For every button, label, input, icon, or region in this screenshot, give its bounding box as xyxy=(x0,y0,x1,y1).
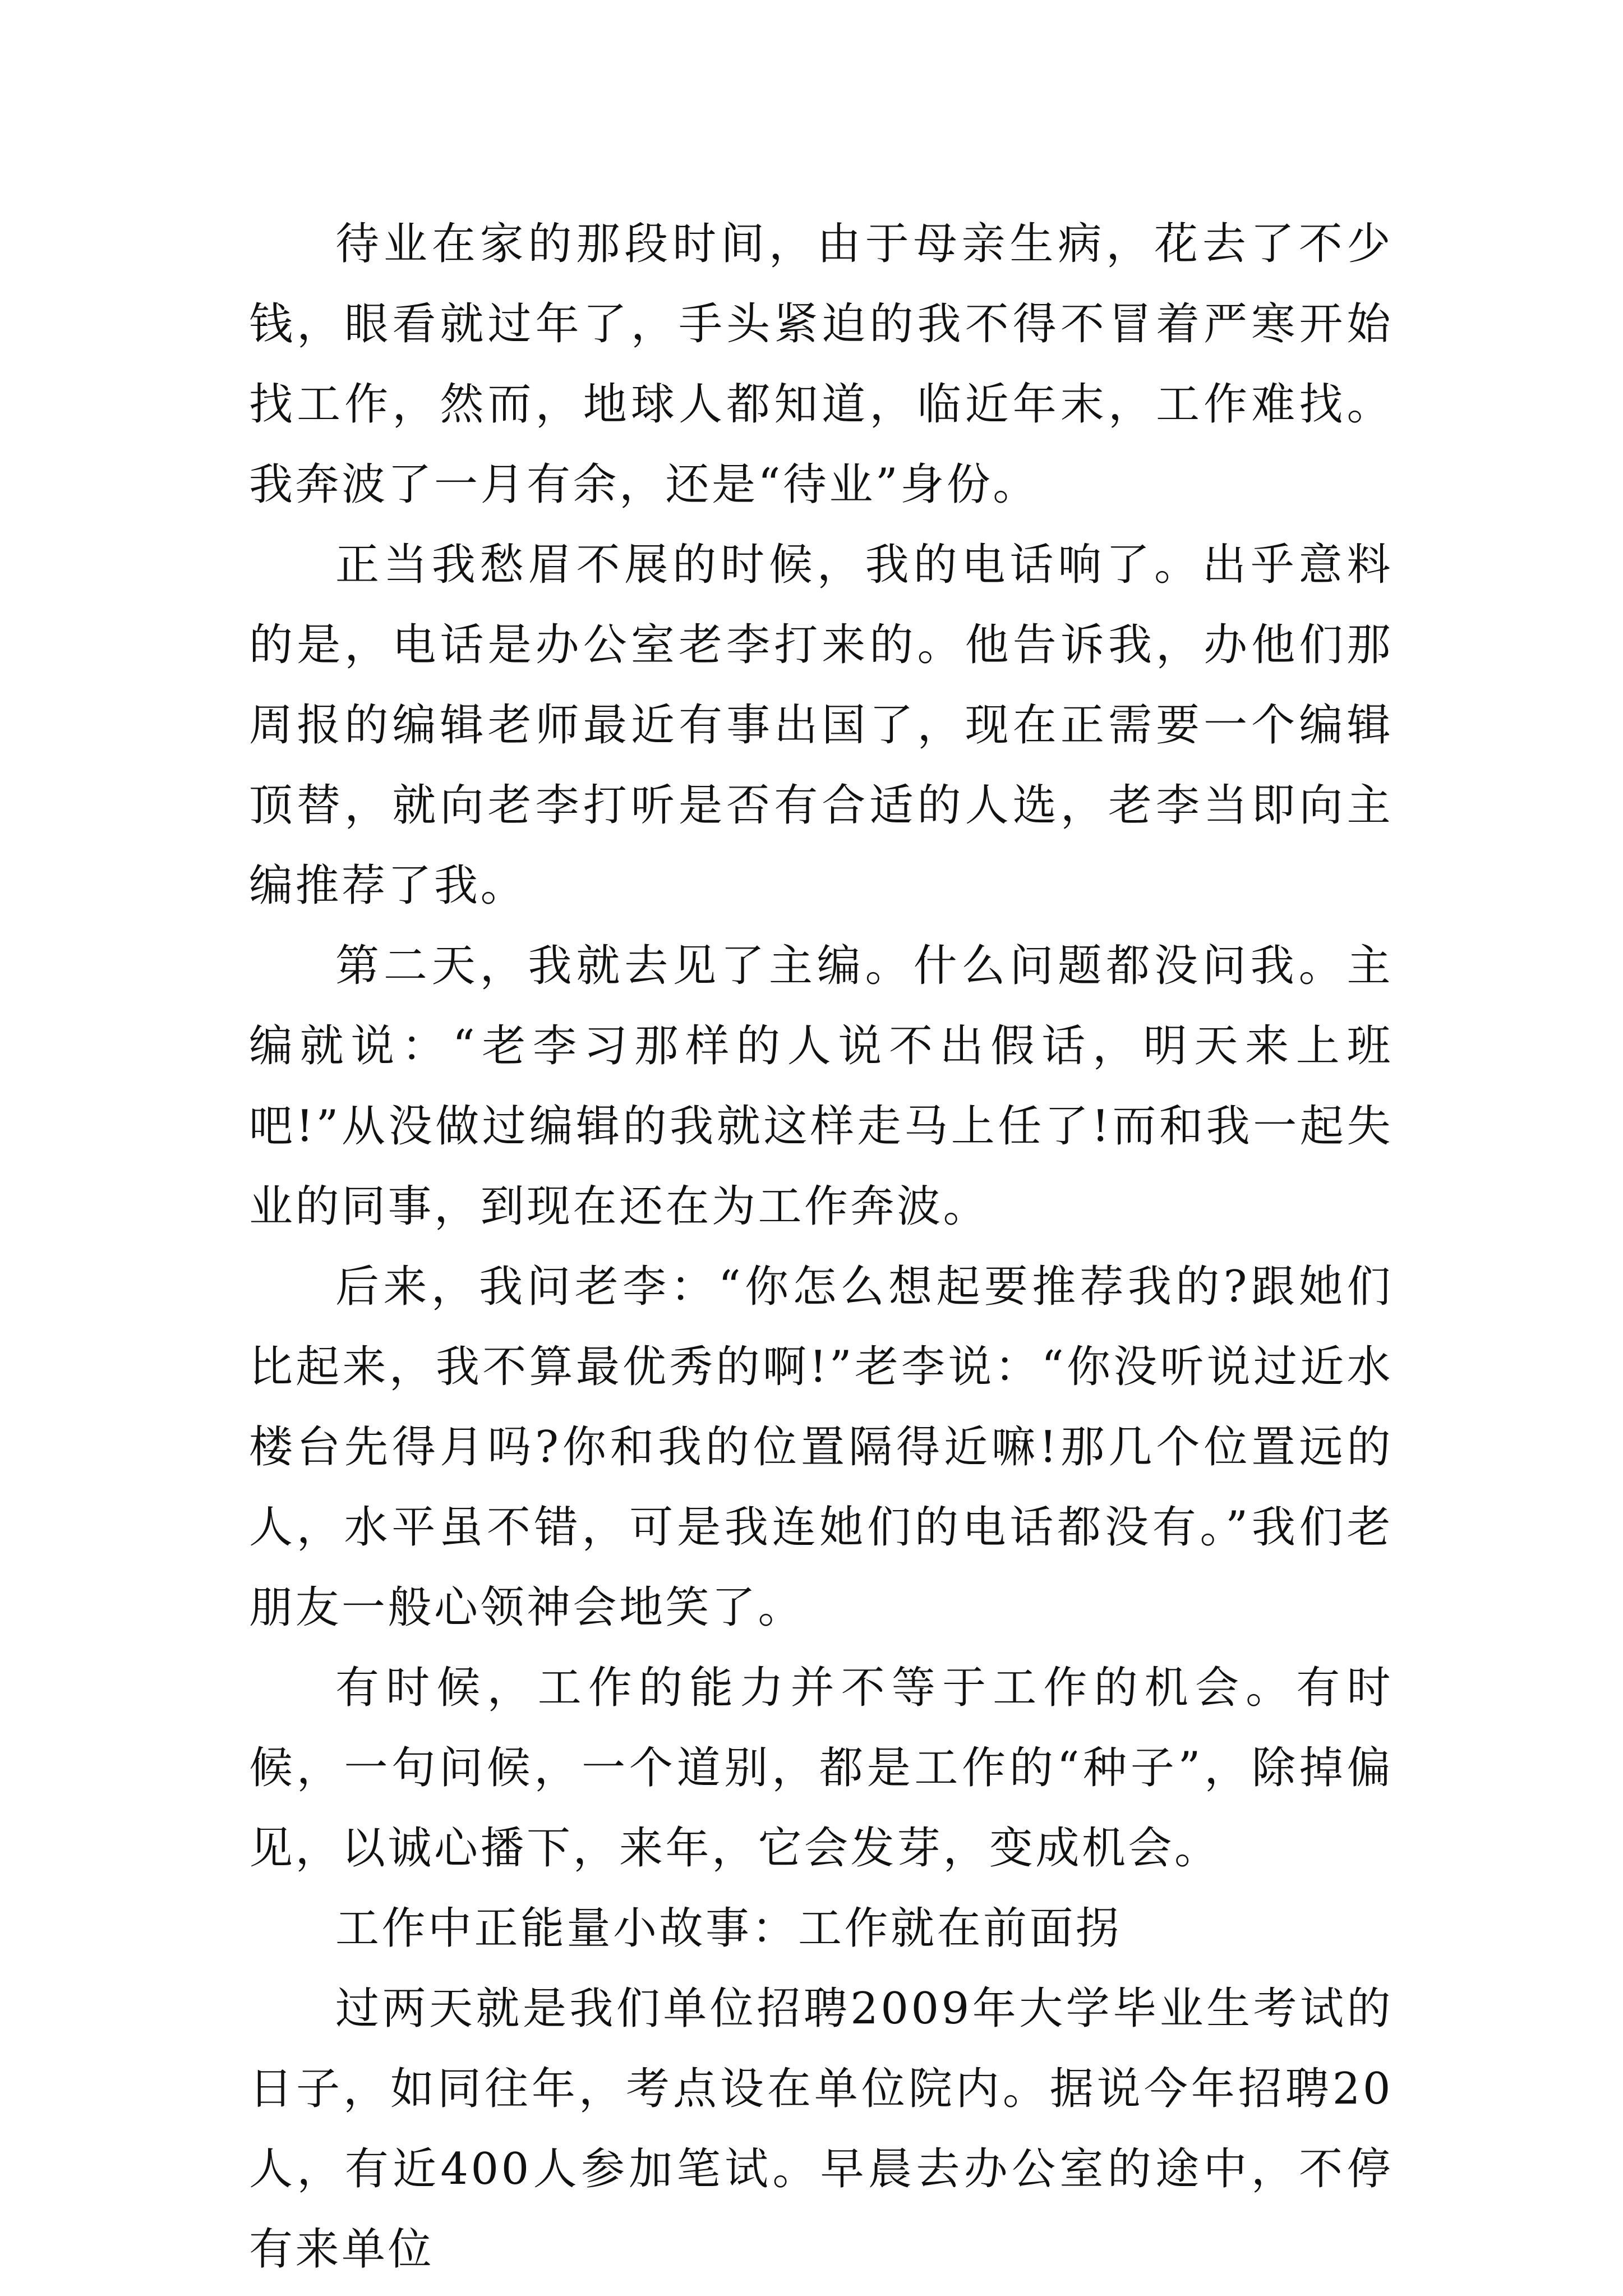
paragraph: 后来，我问老李：“你怎么想起要推荐我的?跟她们比起来，我不算最优秀的啊!”老李说：“你没听说过近水楼台先得月吗?你和我的位置隔得近嘛!那几个位置远的人，水平虽不错，可是我连她们的电话都没有。”我们老朋友一般心领神会地笑了。 xyxy=(249,1262,1393,1633)
document-body xyxy=(249,204,1393,2290)
paragraph: 过两天就是我们单位招聘2009年大学毕业生考试的日子，如同往年，考点设在单位院内。据说今年招聘20人，有近400人参加笔试。早晨去办公室的途中，不停有来单位 xyxy=(249,1984,1393,2275)
paragraph: 待业在家的那段时间，由于母亲生病，花去了不少钱，眼看就过年了，手头紧迫的我不得不冒着严寒开始找工作，然而，地球人都知道，临近年末，工作难找。我奔波了一月有余，还是“待业”身份。 xyxy=(249,219,1393,510)
paragraph: 第二天，我就去见了主编。什么问题都没问我。主编就说：“老李习那样的人说不出假话，明天来上班吧!”从没做过编辑的我就这样走马上任了!而和我一起失业的同事，到现在还在为工作奔波。 xyxy=(249,941,1393,1232)
paragraph: 有时候，工作的能力并不等于工作的机会。有时候，一句问候，一个道别，都是工作的“种子”，除掉偏见，以诚心播下，来年，它会发芽，变成机会。 xyxy=(249,1663,1393,1874)
paragraph: 正当我愁眉不展的时候，我的电话响了。出乎意料的是，电话是办公室老李打来的。他告诉我，办他们那周报的编辑老师最近有事出国了，现在正需要一个编辑顶替，就向老李打听是否有合适的人选，老李当即向主编推荐了我。 xyxy=(249,540,1393,911)
section-heading: 工作中正能量小故事：工作就在前面拐 xyxy=(335,1903,1122,1954)
